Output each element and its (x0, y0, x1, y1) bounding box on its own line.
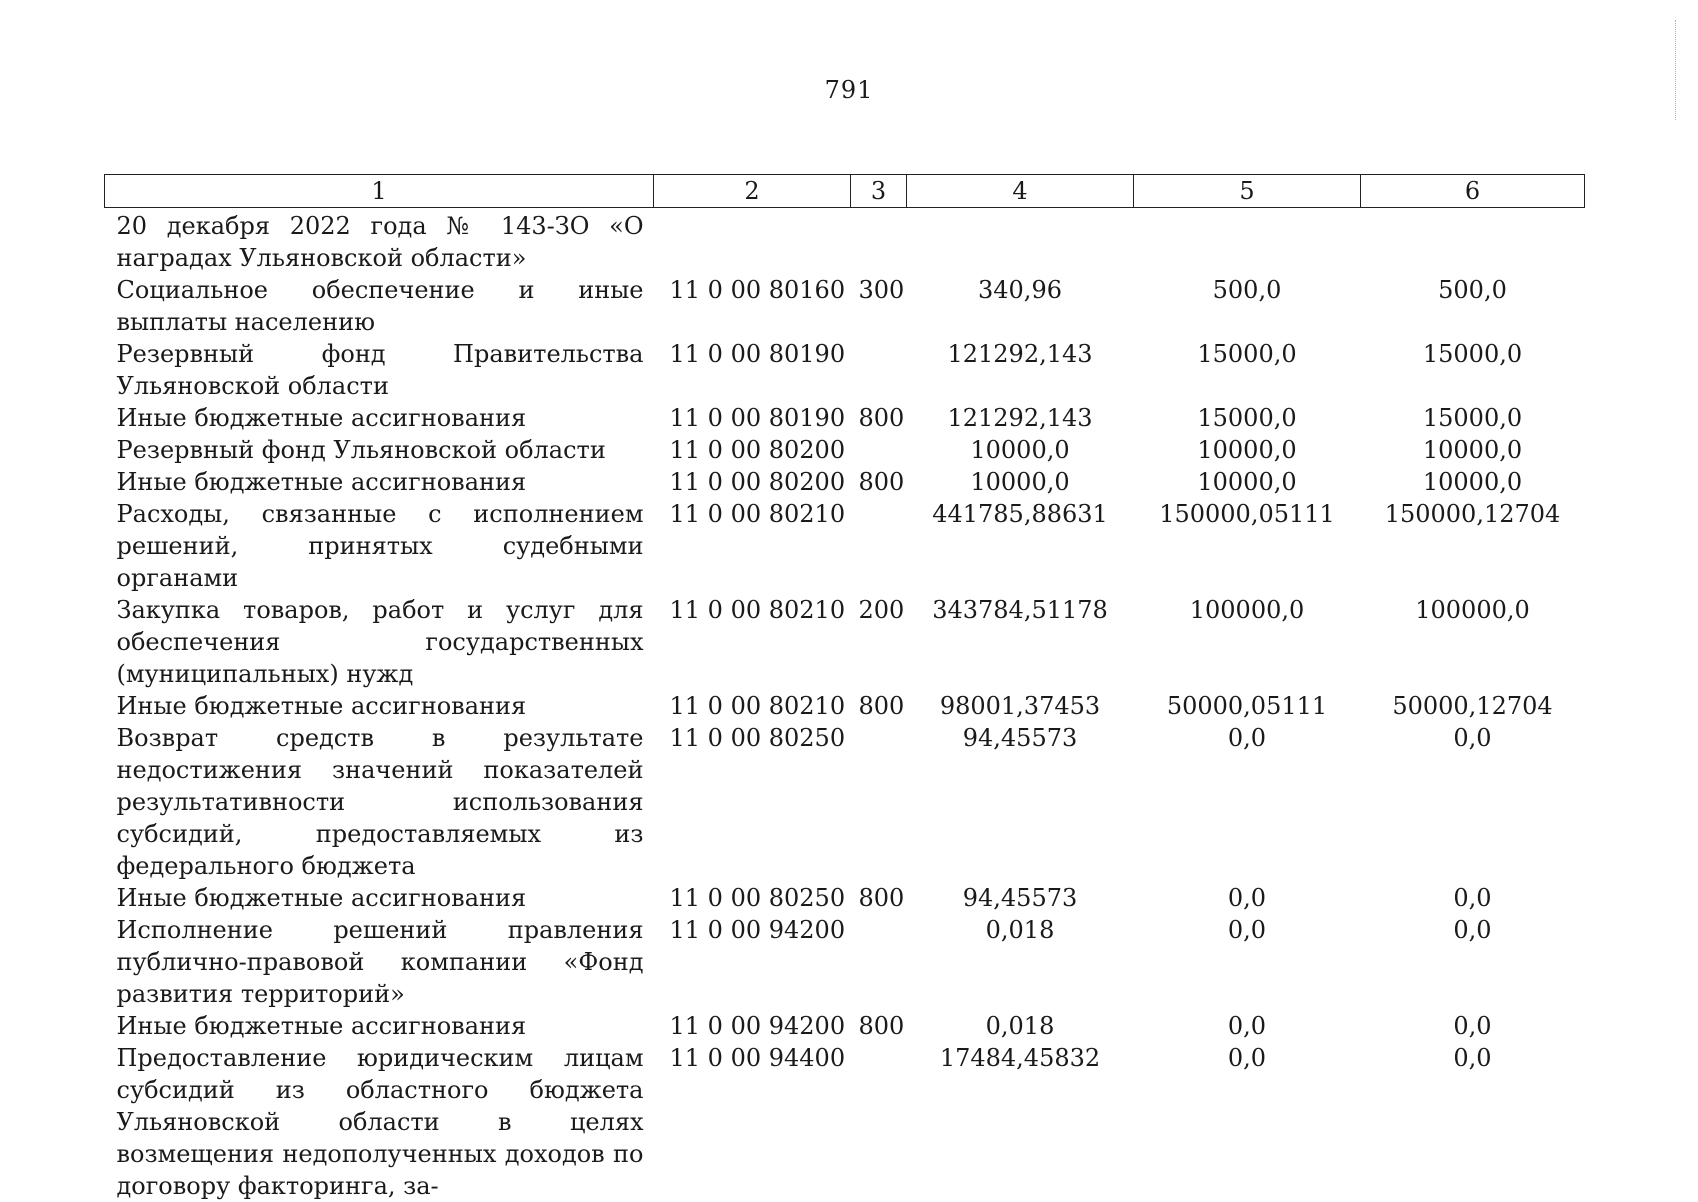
row-type (851, 338, 907, 402)
row-type (851, 914, 907, 1010)
row-value-col4: 0,018 (907, 1010, 1134, 1042)
row-code: 11 0 00 80210 (654, 594, 851, 690)
row-type (851, 498, 907, 594)
row-value-col5: 0,0 (1134, 1010, 1361, 1042)
scan-edge-marks (1673, 20, 1676, 120)
row-value-col6: 500,0 (1361, 274, 1585, 338)
row-name: Иные бюджетные ассигнования (105, 690, 654, 722)
header-col-3: 3 (851, 175, 907, 208)
row-value-col5: 0,0 (1134, 722, 1361, 882)
header-col-1: 1 (105, 175, 654, 208)
row-value-col6: 0,0 (1361, 722, 1585, 882)
row-value-col5: 0,0 (1134, 914, 1361, 1010)
row-value-col4: 94,45573 (907, 882, 1134, 914)
table-row (105, 914, 1585, 1010)
row-name: Предоставление юридическим лицам субсидий из областного бюджета Ульяновской области в целях возмещения недополученных доходов по договору факторинга, за- (105, 1042, 654, 1202)
page-number: 791 (0, 76, 1698, 104)
row-name: Иные бюджетные ассигнования (105, 466, 654, 498)
row-name: Закупка товаров, работ и услуг для обеспечения государственных (муниципальных) нужд (105, 594, 654, 690)
table-row (105, 1010, 1585, 1042)
row-value-col4: 340,96 (907, 274, 1134, 338)
row-name: Иные бюджетные ассигнования (105, 1010, 654, 1042)
row-code: 11 0 00 80190 (654, 402, 851, 434)
row-value-col6: 0,0 (1361, 1010, 1585, 1042)
row-value-col6: 0,0 (1361, 914, 1585, 1010)
row-code: 11 0 00 80200 (654, 434, 851, 466)
row-value-col5: 15000,0 (1134, 338, 1361, 402)
row-value-col5: 100000,0 (1134, 594, 1361, 690)
row-code: 11 0 00 80250 (654, 722, 851, 882)
row-value-col4: 343784,51178 (907, 594, 1134, 690)
row-value-col6: 150000,12704 (1361, 498, 1585, 594)
row-type: 200 (851, 594, 907, 690)
table-row (105, 208, 1585, 275)
row-value-col5: 0,0 (1134, 1042, 1361, 1202)
row-value-col4: 98001,37453 (907, 690, 1134, 722)
row-value-col5 (1134, 208, 1361, 275)
row-name: Социальное обеспечение и иные выплаты населению (105, 274, 654, 338)
row-type (851, 1042, 907, 1202)
row-code: 11 0 00 80160 (654, 274, 851, 338)
row-code: 11 0 00 80210 (654, 690, 851, 722)
table-row (105, 1042, 1585, 1202)
table-row (105, 434, 1585, 466)
table-row (105, 274, 1585, 338)
row-value-col6: 10000,0 (1361, 466, 1585, 498)
row-value-col4: 121292,143 (907, 402, 1134, 434)
row-value-col6: 15000,0 (1361, 338, 1585, 402)
table-row (105, 722, 1585, 882)
row-name: Иные бюджетные ассигнования (105, 402, 654, 434)
row-value-col5: 150000,05111 (1134, 498, 1361, 594)
row-value-col6: 50000,12704 (1361, 690, 1585, 722)
row-value-col5: 500,0 (1134, 274, 1361, 338)
row-code: 11 0 00 94400 (654, 1042, 851, 1202)
row-code (654, 208, 851, 275)
header-col-2: 2 (654, 175, 851, 208)
header-col-5: 5 (1134, 175, 1361, 208)
table-header (105, 175, 1585, 208)
row-value-col4 (907, 208, 1134, 275)
table-row (105, 690, 1585, 722)
row-code: 11 0 00 94200 (654, 1010, 851, 1042)
row-code: 11 0 00 80210 (654, 498, 851, 594)
budget-table (104, 174, 1585, 1202)
row-value-col6: 0,0 (1361, 882, 1585, 914)
header-row (105, 175, 1585, 208)
row-type: 800 (851, 466, 907, 498)
row-type: 800 (851, 690, 907, 722)
row-value-col6: 15000,0 (1361, 402, 1585, 434)
row-name: Исполнение решений правления публично-правовой компании «Фонд развития территорий» (105, 914, 654, 1010)
row-value-col4: 0,018 (907, 914, 1134, 1010)
row-value-col6: 10000,0 (1361, 434, 1585, 466)
row-type: 800 (851, 1010, 907, 1042)
row-value-col6: 0,0 (1361, 1042, 1585, 1202)
header-col-6: 6 (1361, 175, 1585, 208)
table-body (105, 208, 1585, 1202)
table-row (105, 498, 1585, 594)
row-type (851, 722, 907, 882)
row-value-col6 (1361, 208, 1585, 275)
row-code: 11 0 00 80200 (654, 466, 851, 498)
row-name: Резервный фонд Ульяновской области (105, 434, 654, 466)
row-value-col4: 17484,45832 (907, 1042, 1134, 1202)
row-value-col4: 441785,88631 (907, 498, 1134, 594)
row-code: 11 0 00 80190 (654, 338, 851, 402)
row-value-col6: 100000,0 (1361, 594, 1585, 690)
table-row (105, 338, 1585, 402)
row-value-col5: 10000,0 (1134, 434, 1361, 466)
table-row (105, 466, 1585, 498)
row-code: 11 0 00 80250 (654, 882, 851, 914)
row-name: Возврат средств в результате недостижения значений показателей результативности использования субсидий, предоставляемых из федерального бюджета (105, 722, 654, 882)
row-name: Иные бюджетные ассигнования (105, 882, 654, 914)
header-col-4: 4 (907, 175, 1134, 208)
row-value-col5: 50000,05111 (1134, 690, 1361, 722)
row-value-col4: 94,45573 (907, 722, 1134, 882)
row-type: 300 (851, 274, 907, 338)
row-value-col5: 10000,0 (1134, 466, 1361, 498)
table-row (105, 882, 1585, 914)
row-value-col4: 121292,143 (907, 338, 1134, 402)
row-name: Расходы, связанные с исполнением решений, принятых судебными органами (105, 498, 654, 594)
table-row (105, 402, 1585, 434)
row-name: Резервный фонд Правительства Ульяновской области (105, 338, 654, 402)
row-value-col5: 15000,0 (1134, 402, 1361, 434)
row-type: 800 (851, 402, 907, 434)
row-type (851, 208, 907, 275)
row-value-col4: 10000,0 (907, 466, 1134, 498)
row-code: 11 0 00 94200 (654, 914, 851, 1010)
row-name: 20 декабря 2022 года № 143-ЗО «О наградах Ульяновской области» (105, 208, 654, 275)
table-row (105, 594, 1585, 690)
row-value-col5: 0,0 (1134, 882, 1361, 914)
row-type (851, 434, 907, 466)
row-value-col4: 10000,0 (907, 434, 1134, 466)
row-type: 800 (851, 882, 907, 914)
